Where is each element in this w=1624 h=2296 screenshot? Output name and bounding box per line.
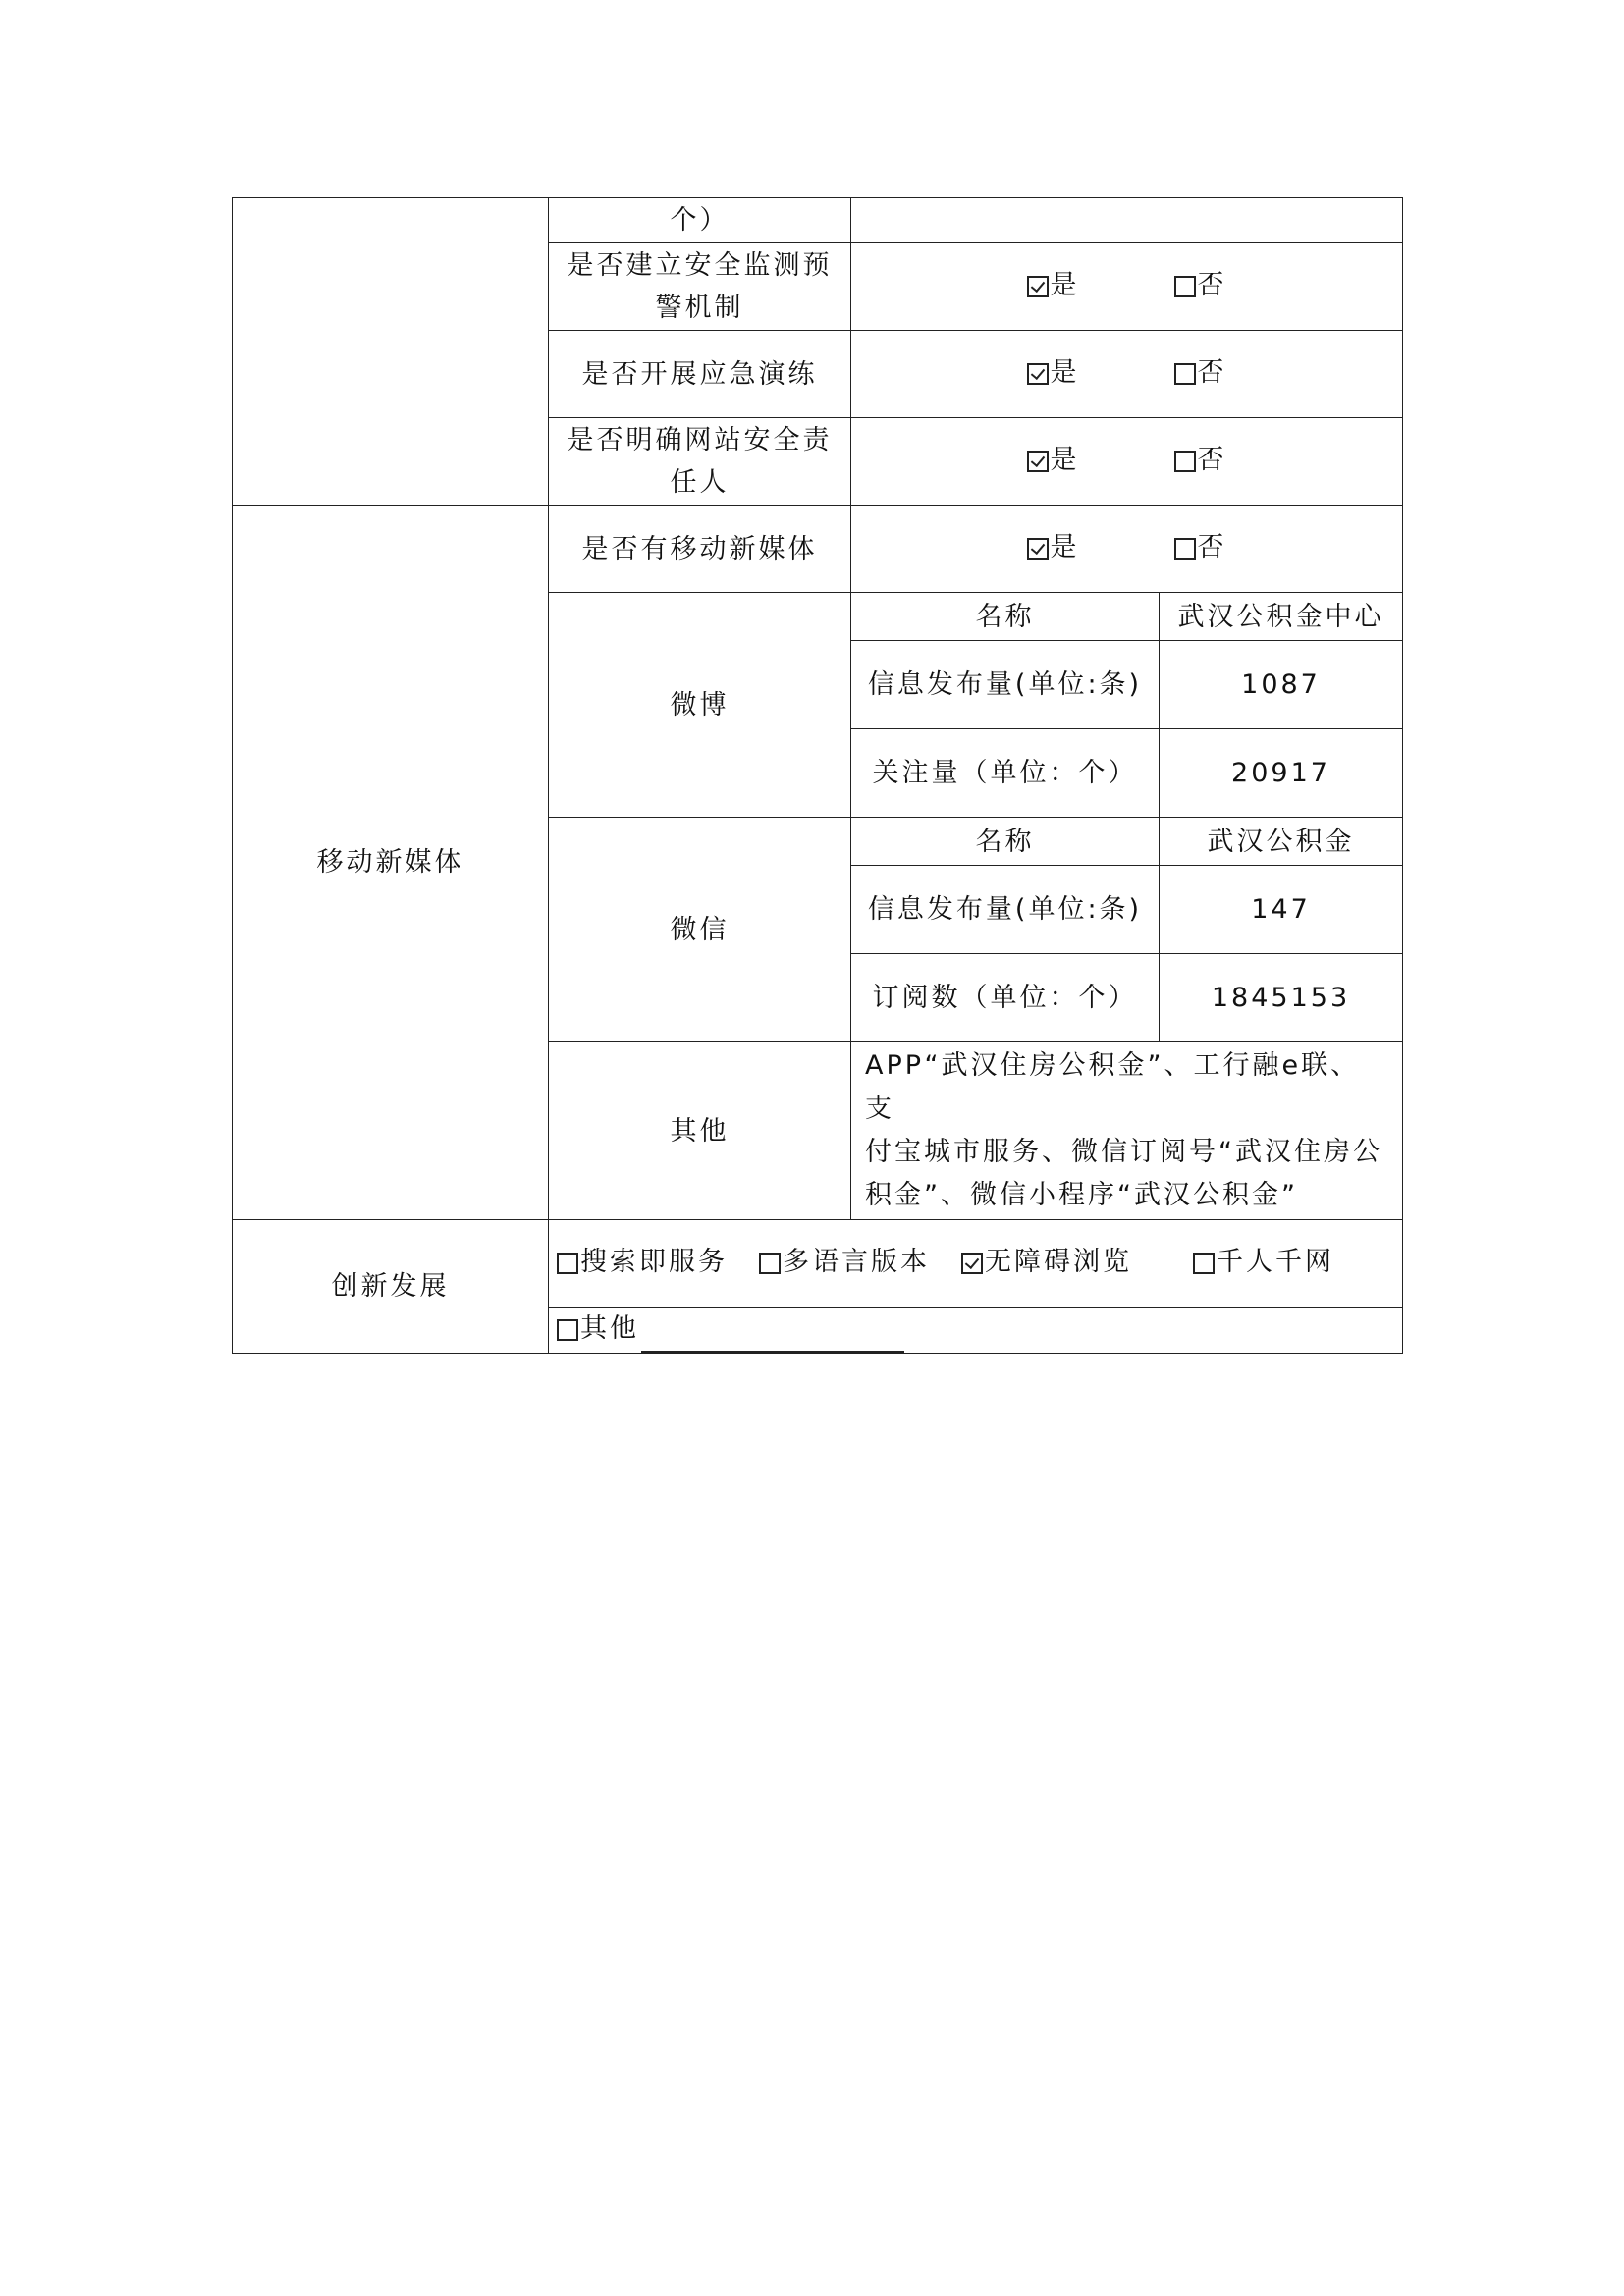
has-media-label: 是否有移动新媒体 (549, 506, 851, 593)
checkbox-icon[interactable] (1174, 276, 1196, 297)
no-option[interactable]: 否 (1174, 439, 1227, 481)
has-media-choice (851, 506, 1403, 593)
wechat-name-label: 名称 (851, 818, 1160, 866)
other-fill-line[interactable] (641, 1321, 904, 1353)
no-option[interactable]: 否 (1174, 351, 1227, 394)
report-table (232, 197, 1403, 1354)
monitoring-label: 是否建立安全监测预警机制 (549, 243, 851, 331)
drill-choice (851, 331, 1403, 418)
innovation-options (549, 1220, 1403, 1308)
option-search-service[interactable]: 搜索即服务 (557, 1241, 728, 1283)
wechat-posts-label: 信息发布量(单位:条) (851, 866, 1160, 954)
wechat-name-value: 武汉公积金 (1160, 818, 1403, 866)
other-media-value (851, 1042, 1403, 1220)
wechat-subs-label: 订阅数（单位：个） (851, 954, 1160, 1042)
weibo-followers-value: 20917 (1160, 729, 1403, 818)
other-media-line: 付宝城市服务、微信订阅号“武汉住房公 (865, 1137, 1382, 1167)
yes-option[interactable]: 是 (1027, 526, 1080, 568)
responsible-choice (851, 418, 1403, 506)
innovation-section-label: 创新发展 (233, 1220, 549, 1354)
checkbox-icon[interactable] (1174, 363, 1196, 385)
option-accessibility[interactable]: 无障碍浏览 (961, 1241, 1132, 1283)
media-section-label: 移动新媒体 (233, 506, 549, 1220)
checkbox-checked-icon[interactable] (1027, 451, 1049, 472)
option-other[interactable]: 其他 (557, 1308, 639, 1350)
yes-option[interactable]: 是 (1027, 351, 1080, 394)
weibo-posts-label: 信息发布量(单位:条) (851, 641, 1160, 729)
innovation-other (549, 1308, 1403, 1354)
responsible-label: 是否明确网站安全责任人 (549, 418, 851, 506)
weibo-name-value: 武汉公积金中心 (1160, 593, 1403, 641)
checkbox-icon[interactable] (759, 1253, 781, 1274)
checkbox-icon[interactable] (557, 1253, 578, 1274)
wechat-subs-value: 1845153 (1160, 954, 1403, 1042)
weibo-posts-value: 1087 (1160, 641, 1403, 729)
checkbox-checked-icon[interactable] (1027, 363, 1049, 385)
checkbox-icon[interactable] (557, 1319, 578, 1341)
row-cont-label: 个） (549, 198, 851, 243)
weibo-followers-label: 关注量（单位：个） (851, 729, 1160, 818)
weibo-label: 微博 (549, 593, 851, 818)
weibo-name-label: 名称 (851, 593, 1160, 641)
checkbox-checked-icon[interactable] (1027, 538, 1049, 560)
other-media-line: 积金”、微信小程序“武汉公积金” (865, 1180, 1298, 1210)
drill-label: 是否开展应急演练 (549, 331, 851, 418)
yes-option[interactable]: 是 (1027, 264, 1080, 306)
yes-option[interactable]: 是 (1027, 439, 1080, 481)
no-option[interactable]: 否 (1174, 526, 1227, 568)
wechat-label: 微信 (549, 818, 851, 1042)
no-option[interactable]: 否 (1174, 264, 1227, 306)
security-section-cell (233, 198, 549, 506)
other-media-line: APP“武汉住房公积金”、工行融e联、支 (865, 1050, 1361, 1124)
checkbox-icon[interactable] (1193, 1253, 1215, 1274)
option-personalized[interactable]: 千人千网 (1193, 1241, 1334, 1283)
checkbox-icon[interactable] (1174, 451, 1196, 472)
wechat-posts-value: 147 (1160, 866, 1403, 954)
option-multilingual[interactable]: 多语言版本 (759, 1241, 930, 1283)
other-media-label: 其他 (549, 1042, 851, 1220)
checkbox-icon[interactable] (1174, 538, 1196, 560)
checkbox-checked-icon[interactable] (1027, 276, 1049, 297)
monitoring-choice (851, 243, 1403, 331)
checkbox-checked-icon[interactable] (961, 1253, 983, 1274)
row-cont-value (851, 198, 1403, 243)
